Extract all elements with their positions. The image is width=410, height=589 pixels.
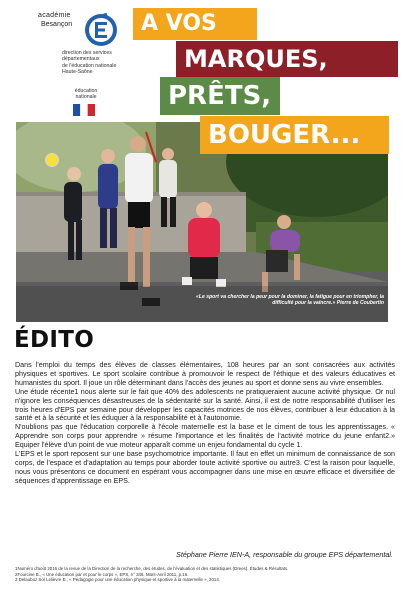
headline-line-2: MARQUES,: [176, 41, 398, 77]
coubertin-quote: «Le sport va chercher la peur pour la dominer, la fatigue pour en triompher, la difficulté pour la vaincre.» Pierre de Coubertin: [196, 294, 384, 307]
headline-line-1: A VOS: [133, 8, 257, 40]
logo-line: départementaux: [62, 56, 100, 63]
footnotes: [15, 566, 395, 583]
tennis-ball-icon: [46, 154, 58, 166]
logo-line: direction des services: [62, 50, 112, 56]
logo-edu-line: nationale: [75, 94, 97, 101]
edito-title: ÉDITO: [14, 327, 95, 353]
logo-direction-lines: [62, 50, 132, 75]
logo-academie-text: académie: [38, 12, 71, 19]
academy-e-mark-icon: [80, 10, 122, 48]
footnote: 3 Delaubuz Sol Lelièvre E., « Pédagogie pour une éducation physique et sportive à la maternelle », 2014.: [15, 577, 221, 583]
logo-line: de l'éducation nationale: [62, 62, 117, 69]
footnote: 1Numéro d'août 2016 de la revue de la Direction de la recherche, des études, de l'évaluation et des statistiques (Drees), Études & Résultats.: [15, 566, 289, 571]
logo-line: Haute-Saône: [62, 68, 93, 75]
headline-line-3: PRÊTS,: [160, 77, 280, 115]
logo-education-nationale: [58, 88, 114, 100]
academy-logo: [18, 4, 130, 116]
edito-paragraph: Une étude récente1 nous alerte sur le fait que 40% des adolescents ne pratiqueraient aucune activité physique. Or nul n'ignore les conséquences désastreuses de la sédentarité sur la santé. Ainsi, il est de notre responsabilité d'utiliser les trois heures d'EPS par semaine pour développer les capacités motrices de nos élèves, contribuer à leur éducation à la santé et à la sécurité et les éduquer à la responsabilité et à l'autonomie.: [15, 387, 395, 423]
edito-paragraph: Dans l'emploi du temps des élèves de classes élémentaires, 108 heures par an sont consacrées aux activités physiques et sportives. Le sport scolaire contribue à promouvoir le respect de l'éthique et des valeurs éducatives et humanistes du sport. Il joue un rôle déterminant dans l'accès des jeunes au sport et donne sens au vivre ensembles.: [15, 361, 395, 387]
logo-edu-line: éducation: [74, 88, 98, 94]
marianne-flag-icon: [73, 104, 95, 116]
edito-signature: Stéphane Pierre IEN-A, responsable du groupe EPS départemental.: [176, 550, 393, 559]
edito-paragraph: N'oublions pas que l'éducation corporelle à l'école maternelle est la base et le ciment de tous les apprentissages. « Apprendre son corps pour apprendre » résume l'importance et les finalités de l'activité motrice du jeune enfant2.» Equiper l'élève d'un point de vue moteur apparaît comme un enjeu fondamental du cycle 1.: [15, 423, 395, 450]
headline-line-4: BOUGER...: [200, 116, 389, 154]
edito-body: [15, 361, 395, 486]
edito-paragraph: L'EPS et le sport reposent sur une base psychomotrice importante. Il faut en effet un minimum de connaissance de son corps, de l'espace et d'adaptation au temps pour aborder toute activité sportive ou autre3. C'est la raison pour laquelle, nous vous présentons ce document en espérant vous accompagner dans une mise en œuvre efficace et diversifiée de séquences d'apprentissage en EPS.: [15, 450, 395, 485]
header: [0, 0, 410, 122]
logo-city-text: Besançon: [41, 21, 73, 28]
footnote: 2Fourcine B., « Une éducation par et pour le corps », EPS, n° 346, Mars-Avril 2011, p.16.: [15, 571, 189, 577]
